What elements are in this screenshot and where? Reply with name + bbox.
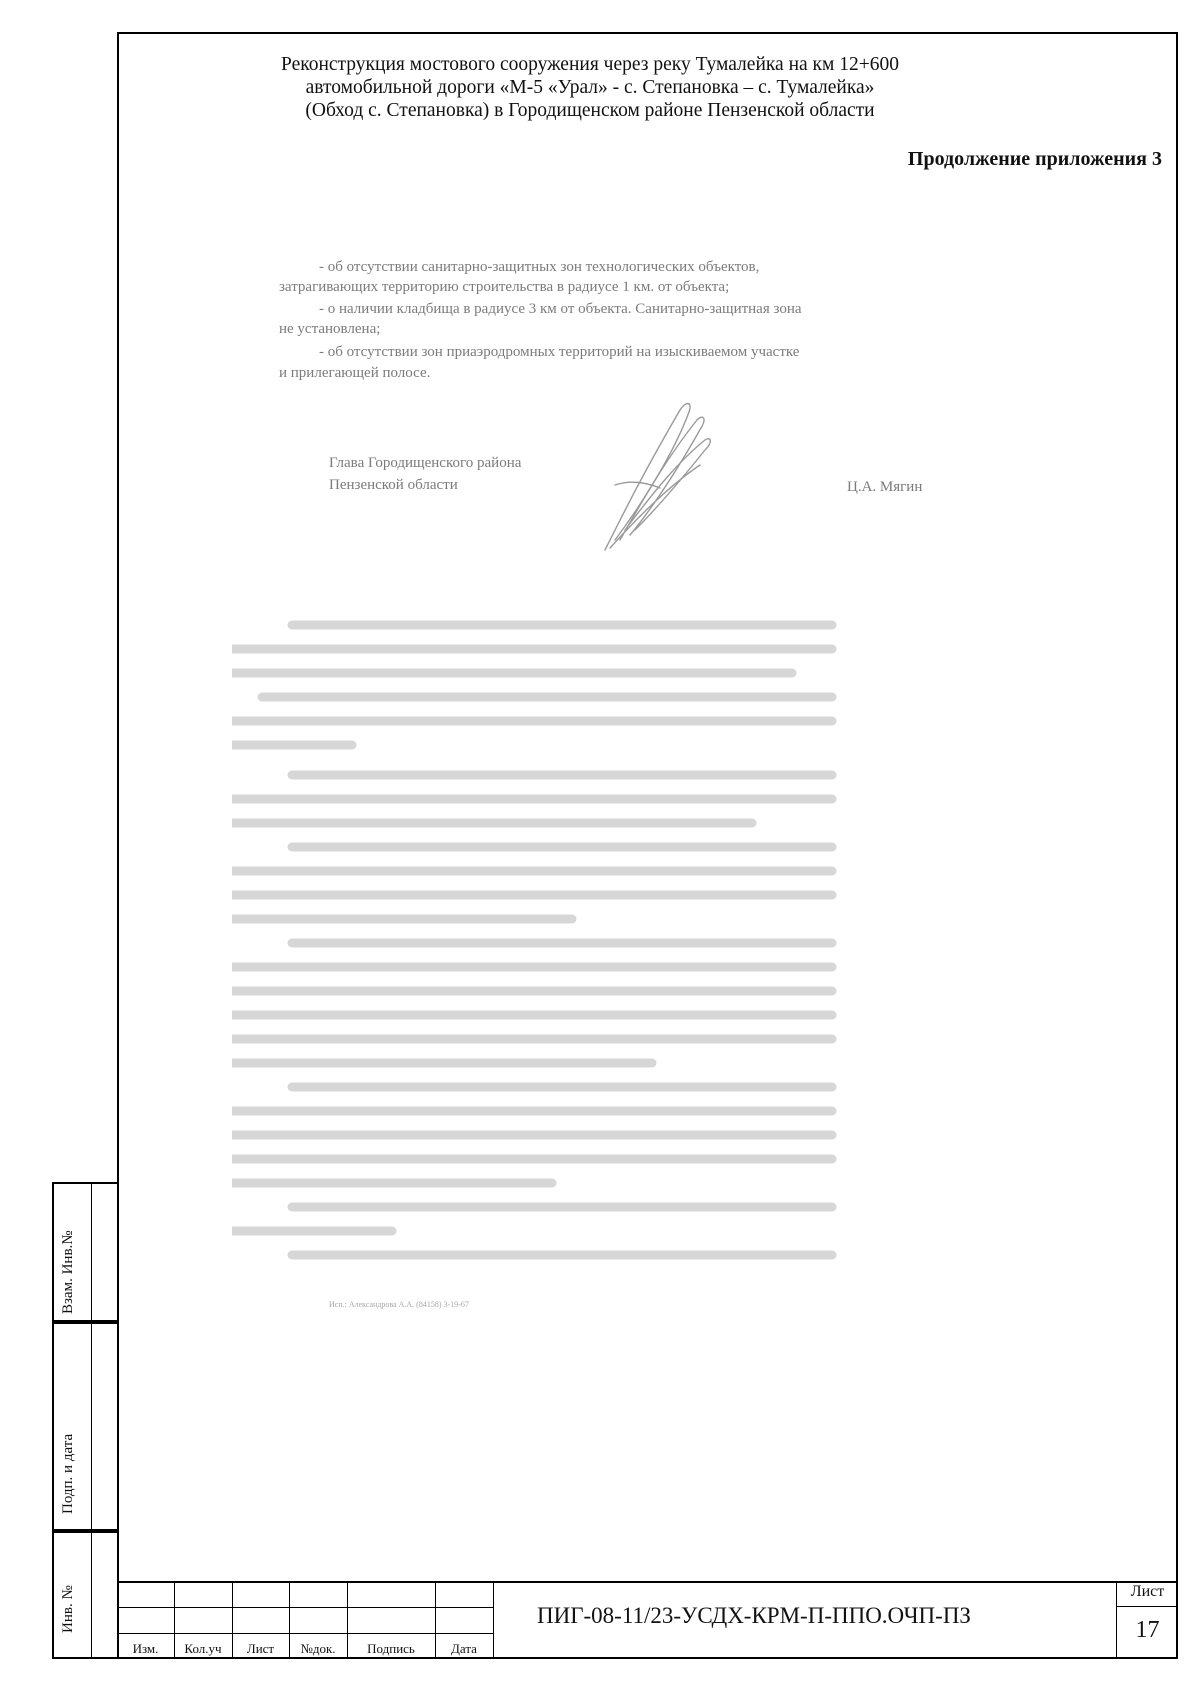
sheet-label: Лист	[1130, 1583, 1165, 1600]
sheet-number-box	[1116, 1581, 1178, 1659]
letter-line: - об отсутствии санитарно-защитных зон технологических объектов,	[319, 259, 760, 275]
letter-line: - о наличии кладбища в радиусе 3 км от объекта. Санитарно-защитная зона	[319, 301, 802, 317]
signatory-title: Пензенской области	[329, 477, 458, 493]
title-block	[117, 1581, 1178, 1659]
col-label-date: Дата	[451, 1641, 477, 1656]
col-label-doc: №док.	[300, 1641, 336, 1656]
side-label-sign-date: Подп. и дата	[60, 1433, 76, 1514]
letter-line: затрагивающих территорию строительства в радиусе 1 км. от объекта;	[279, 279, 730, 295]
faded-scan-background	[232, 605, 932, 1275]
col-label-kolvo: Кол.уч	[184, 1641, 222, 1656]
appendix-note: Продолжение приложения 3	[907, 148, 1162, 170]
col-label-izm: Изм.	[132, 1641, 159, 1656]
side-label-replace-inv: Взам. Инв.№	[60, 1230, 76, 1314]
revision-grid	[117, 1581, 493, 1659]
project-title-line: (Обход с. Степановка) в Городищенском районе Пензенской области	[305, 100, 875, 121]
side-box-replace-inv	[52, 1182, 117, 1322]
side-box-inv-no	[52, 1531, 117, 1659]
letter-line: - об отсутствии зон приаэродромных территорий на изыскиваемом участке	[319, 344, 800, 360]
col-label-signature: Подпись	[367, 1641, 415, 1656]
project-title	[130, 53, 1050, 122]
document-code: ПИГ-08-11/23-УСДХ-КРМ-П-ППО.ОЧП-ПЗ	[537, 1603, 971, 1628]
letter-line: не установлена;	[279, 321, 381, 337]
executor-note: Исп.: Александрова А.А. (84158) 3-19-67	[329, 1300, 469, 1309]
signatory-title: Глава Городищенского района	[329, 455, 522, 471]
letter-line: и прилегающей полосе.	[279, 365, 431, 381]
handwritten-signature	[585, 390, 745, 560]
signatory-name: Ц.А. Мягин	[847, 479, 923, 495]
sheet-number: 17	[1135, 1617, 1160, 1643]
project-title-line: автомобильной дороги «М-5 «Урал» - с. Степановка – с. Тумалейка»	[305, 77, 875, 98]
side-label-inv-no: Инв. №	[60, 1585, 76, 1633]
side-box-sign-date	[52, 1322, 117, 1531]
project-title-line: Реконструкция мостового сооружения через реку Тумалейка на км 12+600	[280, 54, 899, 75]
col-label-list: Лист	[246, 1641, 275, 1656]
